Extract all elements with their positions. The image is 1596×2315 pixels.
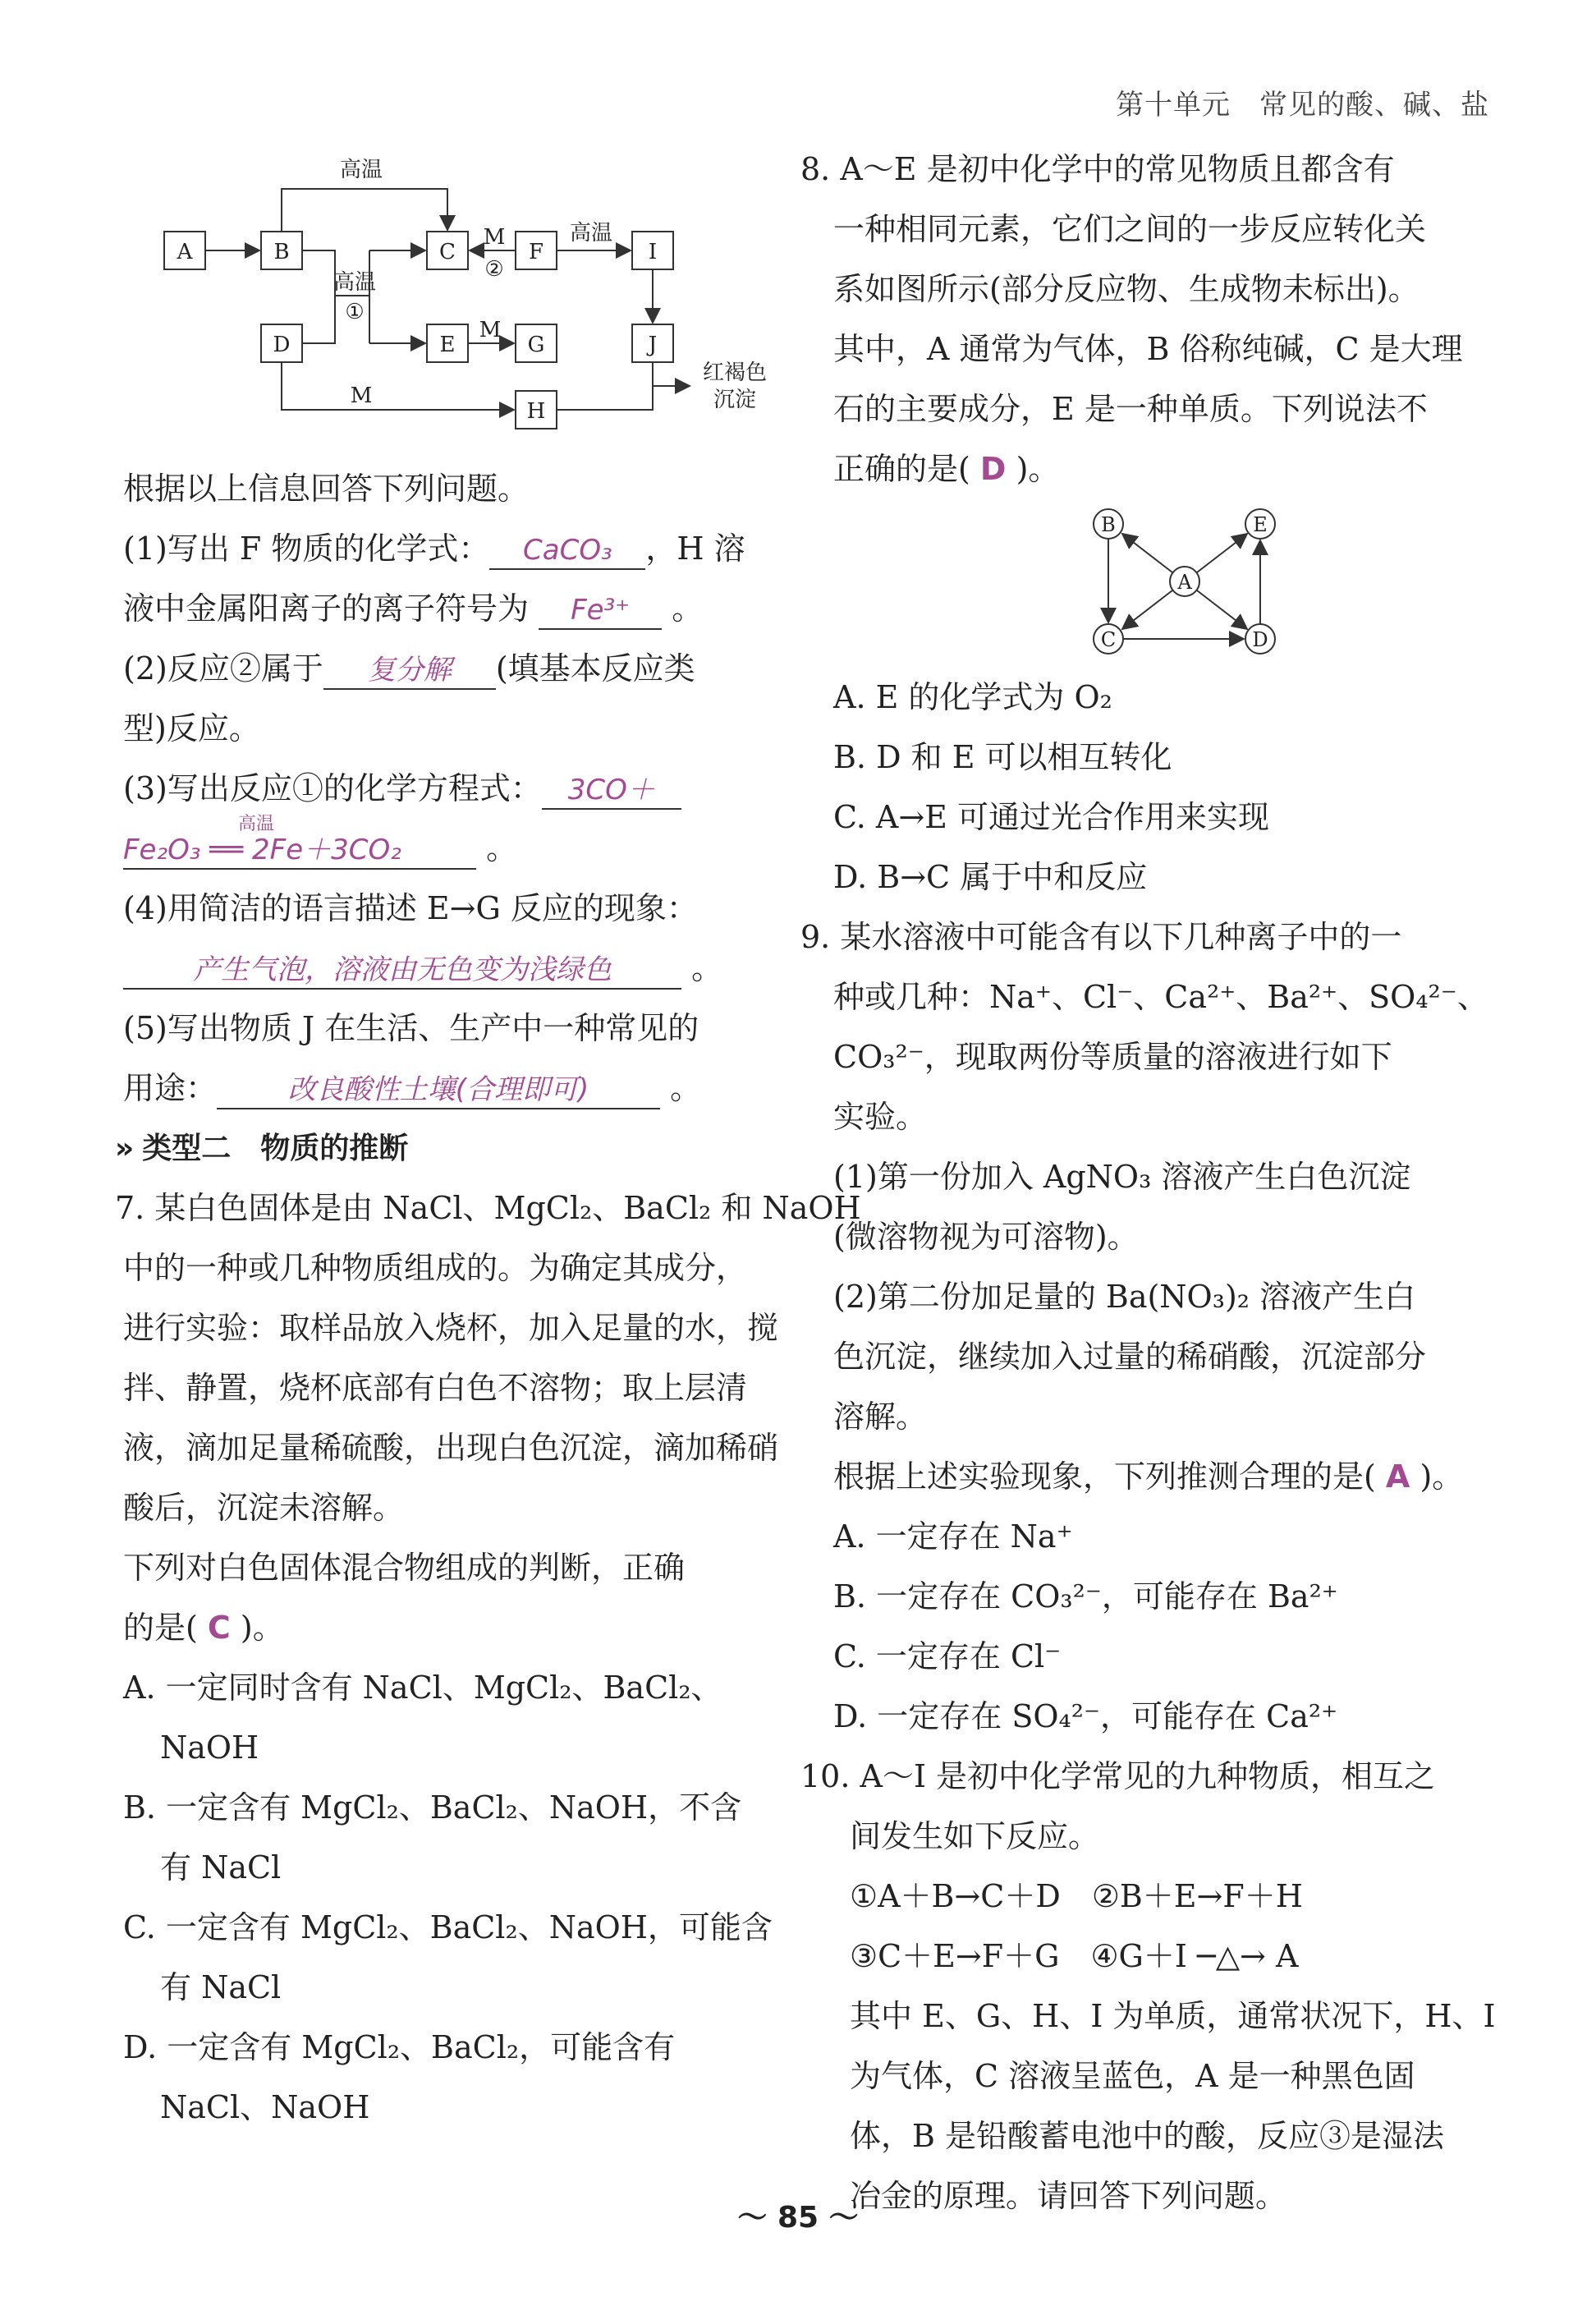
q7-option-c-cont: 有 NaCl <box>160 1969 282 2005</box>
q6-answer-5: 改良酸性土壤(合理即可) <box>217 1072 660 1109</box>
q10-line-6: 为气体，C 溶液呈蓝色，A 是一种黑色固 <box>850 2058 1415 2094</box>
q10-line-8: 冶金的原理。请回答下列问题。 <box>850 2178 1287 2214</box>
q7-option-a: A. 一定同时含有 NaCl、MgCl₂、BaCl₂、 <box>123 1670 722 1706</box>
q9-option-c: C. 一定存在 Cl⁻ <box>833 1638 1062 1674</box>
q7-answer: C <box>207 1610 231 1646</box>
q6-part1b: 液中金属阳离子的离子符号为 Fe³⁺ 。 <box>123 579 780 639</box>
q10-line-3: ①A＋B→C＋D ②B＋E→F＋H <box>850 1878 1303 1914</box>
q10-line-4: ③C＋E→F＋G ④G＋I ─△→ A <box>850 1938 1299 1974</box>
section-title-type2: » 类型二 物质的推断 <box>115 1118 780 1178</box>
page-number: ～ 85 ～ <box>737 2201 859 2235</box>
q6-answer-1a: CaCO₃ <box>489 532 645 570</box>
q6-answer-3b: Fe₂O₃ ══ 2Fe＋3CO₂ <box>123 832 476 870</box>
label-m-fc: M <box>483 225 506 250</box>
q9-line-3: CO₃²⁻，现取两份等质量的溶液进行如下 <box>833 1039 1392 1075</box>
q6-part3a: (3)写出反应①的化学方程式： 3CO＋ <box>123 759 780 819</box>
label-gaowen-fi: 高温 <box>569 221 613 246</box>
q9-line-4: 实验。 <box>833 1099 928 1135</box>
label-hongheise: 红褐色 <box>702 361 768 385</box>
q9-line-6: (微溶物视为可溶物)。 <box>833 1219 1139 1255</box>
label-circle1: ① <box>345 300 365 324</box>
node2-a: A <box>1177 571 1192 594</box>
q7-option-d-cont: NaCl、NaOH <box>160 2089 370 2125</box>
q10-line-5: 其中 E、G、H、I 为单质，通常状况下，H、I <box>850 1998 1496 2034</box>
q7-line-1: 7. 某白色固体是由 NaCl、MgCl₂、BaCl₂ 和 NaOH <box>115 1190 861 1226</box>
q8-line-4: 其中，A 通常为气体，B 俗称纯碱，C 是大理 <box>833 331 1463 367</box>
q7-option-c: C. 一定含有 MgCl₂、BaCl₂、NaOH，可能含 <box>123 1909 773 1945</box>
node2-b: B <box>1101 513 1116 536</box>
node-b: B <box>273 240 290 264</box>
q8-option-b: B. D 和 E 可以相互转化 <box>833 739 1172 775</box>
q8-answer: D <box>979 451 1007 487</box>
q9-line-7: (2)第二份加足量的 Ba(NO₃)₂ 溶液产生白 <box>833 1279 1416 1315</box>
q6-part2b: 型)反应。 <box>123 710 260 746</box>
label-m-eg: M <box>479 318 502 342</box>
q6-part4b: 产生气泡，溶液由无色变为浅绿色 。 <box>123 939 780 999</box>
q9-line-5: (1)第一份加入 AgNO₃ 溶液产生白色沉淀 <box>833 1159 1411 1195</box>
q6-part5a: (5)写出物质 J 在生活、生产中一种常见的 <box>123 1010 699 1046</box>
q7-line-2: 中的一种或几种物质组成的。为确定其成分， <box>123 1250 748 1286</box>
q7-line-6: 酸后，沉淀未溶解。 <box>123 1490 405 1526</box>
q6-over-gaowen: 高温 <box>238 814 275 834</box>
node-h: H <box>526 399 546 424</box>
q7-line-4: 拌、静置，烧杯底部有白色不溶物；取上层清 <box>123 1370 748 1406</box>
q6-part1a: (1)写出 F 物质的化学式： CaCO₃ ，H 溶 <box>123 519 780 579</box>
label-m-dh: M <box>350 384 373 408</box>
q8-option-d: D. B→C 属于中和反应 <box>833 859 1148 895</box>
reaction-diagram-2 <box>833 499 1498 664</box>
q10-line-7: 体，B 是铅酸蓄电池中的酸，反应③是湿法 <box>850 2118 1445 2154</box>
q8-line-5: 石的主要成分，E 是一种单质。下列说法不 <box>833 391 1428 427</box>
q9-answer: A <box>1385 1458 1410 1495</box>
q10-line-1: 10. A～I 是初中化学常见的九种物质，相互之 <box>800 1758 1436 1794</box>
node2-c: C <box>1100 628 1117 651</box>
right-column <box>800 140 1498 2226</box>
q6-intro: 根据以上信息回答下列问题。 <box>123 471 530 507</box>
q10-line-2: 间发生如下反应。 <box>850 1818 1100 1854</box>
double-chevron-icon: » <box>115 1132 135 1165</box>
node-a: A <box>177 240 193 264</box>
q7-option-a-cont: NaOH <box>160 1729 259 1766</box>
left-column <box>115 140 861 2138</box>
q8-option-a: A. E 的化学式为 O₂ <box>833 679 1112 715</box>
label-circle2: ② <box>484 257 504 282</box>
label-gaowen-mid: 高温 <box>332 270 377 295</box>
q7-line-5: 液，滴加足量稀硫酸，出现白色沉淀，滴加稀硝 <box>123 1430 779 1466</box>
q9-option-d: D. 一定存在 SO₄²⁻，可能存在 Ca²⁺ <box>833 1698 1338 1734</box>
node-d: D <box>273 333 291 357</box>
q7-option-d: D. 一定含有 MgCl₂、BaCl₂，可能含有 <box>123 2029 676 2065</box>
q9-line-1: 9. 某水溶液中可能含有以下几种离子中的一 <box>800 919 1402 955</box>
node-i: I <box>648 240 658 264</box>
q9-option-a: A. 一定存在 Na⁺ <box>833 1518 1073 1555</box>
node-e: E <box>439 333 456 357</box>
node-j: J <box>648 333 658 357</box>
node-g: G <box>527 333 545 357</box>
q6-answer-1b: Fe³⁺ <box>539 592 662 630</box>
q9-option-b: B. 一定存在 CO₃²⁻，可能存在 Ba²⁺ <box>833 1578 1338 1615</box>
q7-line-8: 的是( C )。 <box>123 1610 284 1646</box>
q9-line-9: 溶解。 <box>833 1399 928 1435</box>
q8-line-1: 8. A～E 是初中化学中的常见物质且都含有 <box>800 151 1395 187</box>
q8-line-6: 正确的是( D )。 <box>833 451 1060 487</box>
node-f: F <box>528 240 544 264</box>
q9-line-2: 种或几种：Na⁺、Cl⁻、Ca²⁺、Ba²⁺、SO₄²⁻、 <box>833 979 1488 1015</box>
node2-e: E <box>1253 513 1268 536</box>
node-c: C <box>439 240 456 264</box>
q8-option-c: C. A→E 可通过光合作用来实现 <box>833 799 1269 835</box>
reaction-diagram-1 <box>123 140 780 452</box>
q9-line-8: 色沉淀，继续加入过量的稀硝酸，沉淀部分 <box>833 1339 1427 1375</box>
q6-answer-4: 产生气泡，溶液由无色变为浅绿色 <box>123 952 681 990</box>
q8-line-2: 一种相同元素，它们之间的一步反应转化关 <box>833 211 1427 247</box>
q7-option-b: B. 一定含有 MgCl₂、BaCl₂、NaOH，不含 <box>123 1789 742 1826</box>
q7-option-b-cont: 有 NaCl <box>160 1849 282 1886</box>
label-gaowen-top: 高温 <box>339 158 383 182</box>
q6-answer-3a: 3CO＋ <box>542 772 681 810</box>
q6-part4a: (4)用简洁的语言描述 E→G 反应的现象： <box>123 890 698 926</box>
q6-part2a: (2)反应②属于 复分解 (填基本反应类 <box>123 639 780 699</box>
q8-line-3: 系如图所示(部分反应物、生成物未标出)。 <box>833 271 1419 307</box>
page-header: 第十单元 常见的酸、碱、盐 <box>1116 89 1489 122</box>
label-chendian: 沉淀 <box>713 388 757 412</box>
q7-line-3: 进行实验：取样品放入烧杯，加入足量的水，搅 <box>123 1310 779 1346</box>
q6-answer-2: 复分解 <box>323 652 496 690</box>
q9-line-10: 根据上述实验现象，下列推测合理的是( A )。 <box>833 1458 1464 1495</box>
q7-line-7: 下列对白色固体混合物组成的判断，正确 <box>123 1550 686 1586</box>
q6-part3b: 高温 Fe₂O₃ ══ 2Fe＋3CO₂ 。 <box>123 819 780 879</box>
node2-d: D <box>1252 628 1268 651</box>
q6-part5b: 用途： 改良酸性土壤(合理即可) 。 <box>123 1059 780 1118</box>
